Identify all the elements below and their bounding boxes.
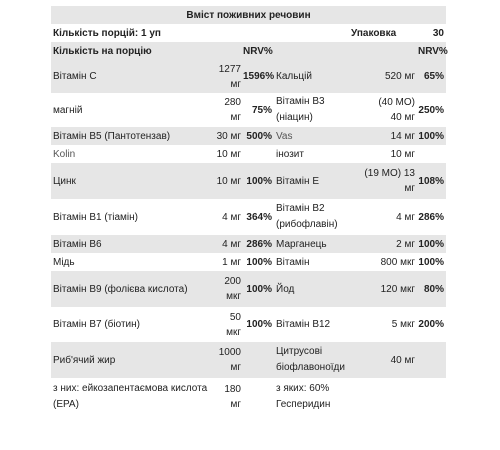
nutrient-name-text: Вітамін B5 (Пантотензав) <box>53 130 171 142</box>
nutrient-name <box>51 71 213 82</box>
nutrient-name-text: Вітамін C <box>53 71 97 82</box>
amount-value: 180 <box>224 383 241 395</box>
nrv-header-left: NRV% <box>243 45 273 57</box>
table-row <box>51 60 446 93</box>
nutrient-nrv-right <box>418 319 446 330</box>
nutrient-nrv-right <box>418 105 446 116</box>
table-row <box>51 145 446 163</box>
amount-right-value: 5 мкг <box>391 319 415 330</box>
amount-right-value: 4 мг <box>396 211 415 223</box>
nutrient-nrv-right <box>418 212 446 223</box>
nrv-header-right: NRV% <box>418 45 448 57</box>
nutrient-name-right <box>274 381 374 413</box>
nutrient-name-right-text: Йод <box>276 283 295 295</box>
amount-unit: мг <box>230 362 241 373</box>
nutrient-nrv-right <box>418 176 446 187</box>
nutrient-name <box>51 212 213 223</box>
nutrient-nrv <box>243 319 274 330</box>
amount-right-value: 14 мг <box>390 130 415 142</box>
nrv-value: 286% <box>246 238 272 250</box>
amount-value: 4 мг <box>222 238 241 250</box>
amount-value: 1 мг <box>222 256 241 268</box>
table-title <box>51 6 446 24</box>
nutrient-name <box>51 105 213 116</box>
package-label: Упаковка <box>351 27 397 39</box>
nrv-right-value: 100% <box>418 256 444 268</box>
nutrient-name-right <box>274 239 374 250</box>
nrv-value: 500% <box>246 130 272 142</box>
amount-unit: мг <box>230 112 241 123</box>
table-row <box>51 199 446 235</box>
nutrient-name-text: Вітамін B1 (тіамін) <box>53 211 138 223</box>
nutrient-nrv <box>243 131 274 142</box>
nrv-right-value: 108% <box>418 175 444 187</box>
table-row <box>51 253 446 271</box>
nutrient-name <box>51 257 213 268</box>
table-row <box>51 93 446 127</box>
nutrient-name <box>51 319 213 330</box>
amount-right-value: 40 мг <box>390 354 415 366</box>
nrv-right-value: 200% <box>418 319 444 330</box>
nutrient-name-right-line1: Вітамін B3 <box>276 96 325 107</box>
nutrient-nrv <box>243 239 274 250</box>
table-row <box>51 378 446 415</box>
amount-value: 30 мг <box>216 130 241 142</box>
nutrient-amount <box>213 239 243 250</box>
nutrient-name-text: Цинк <box>53 175 76 187</box>
nutrient-name-line1: з них: ейкозапентаємова кислота <box>53 382 208 394</box>
amount-value: 280 <box>224 97 241 108</box>
amount-right-value: (40 МО) <box>378 97 415 108</box>
nutrient-amount <box>213 212 243 223</box>
amount-right-unit: мг <box>404 183 415 194</box>
amount-unit: мкг <box>226 291 241 302</box>
nutrient-name-right <box>274 94 374 126</box>
table-row <box>51 342 446 378</box>
nutrient-amount-right <box>374 239 418 250</box>
nutrient-nrv <box>243 257 274 268</box>
nutrition-table <box>51 6 446 415</box>
table-title-text: Вміст поживних речовин <box>186 9 311 21</box>
nutrient-name-right-text: Марганець <box>276 238 327 250</box>
nutrient-nrv-right <box>418 131 446 142</box>
nutrient-name-text: Риб'ячий жир <box>53 354 116 366</box>
nutrient-name-right <box>274 319 374 330</box>
nutrient-name-text: Kolin <box>53 148 76 160</box>
nutrient-amount-right <box>374 355 418 366</box>
nutrient-nrv-right <box>418 284 446 295</box>
package-value: 30 <box>432 27 444 39</box>
nutrient-rows <box>51 60 446 415</box>
nutrient-amount-right <box>374 284 418 295</box>
nutrient-name-right-text: Вітамін E <box>276 175 319 187</box>
amount-right-value: 2 мг <box>396 238 415 250</box>
nutrient-amount-right <box>374 212 418 223</box>
table-row <box>51 307 446 342</box>
nutrient-name-right <box>274 131 374 142</box>
nutrient-name <box>51 239 213 250</box>
table-row <box>51 127 446 145</box>
nutrient-name <box>51 355 213 366</box>
table-row <box>51 271 446 307</box>
nutrient-name-text: Вітамін B6 <box>53 238 102 250</box>
nutrient-amount-right <box>374 149 418 160</box>
nutrient-name-right-line2: (ніацин) <box>276 112 313 123</box>
nutrient-name <box>51 284 213 295</box>
nutrient-nrv-right <box>418 239 446 250</box>
nutrient-name-right-text: Вітамін <box>276 256 310 268</box>
nutrient-name-right <box>274 176 374 187</box>
nutrient-name-right-text: Кальцій <box>276 71 312 82</box>
nutrient-name-text: Вітамін B9 (фолієва кислота) <box>53 283 188 295</box>
nutrient-name-right-line1: з яких: 60% <box>276 382 330 394</box>
nutrient-amount-right <box>374 257 418 268</box>
nutrient-amount <box>213 383 243 411</box>
nutrient-name-line2: (EPA) <box>53 398 79 410</box>
nrv-value: 100% <box>246 256 272 268</box>
amount-right-value: 10 мг <box>390 148 415 160</box>
nrv-right-value: 100% <box>418 238 444 250</box>
amount-right-value: 120 мкг <box>380 283 415 295</box>
servings-row <box>51 24 446 42</box>
nutrient-amount-right <box>374 96 418 124</box>
nutrient-name-right-text: Вітамін B12 <box>276 319 331 330</box>
nutrient-name-right <box>274 71 374 82</box>
nutrient-nrv <box>243 212 274 223</box>
nutrient-amount <box>213 346 243 374</box>
nutrient-nrv <box>243 284 274 295</box>
amount-value: 10 мг <box>216 175 241 187</box>
nutrient-name-right-line2: (рибофлавін) <box>276 219 338 230</box>
amount-value: 50 <box>229 311 241 323</box>
amount-value: 200 <box>224 276 241 287</box>
nrv-right-value: 250% <box>418 104 444 116</box>
nrv-right-value: 100% <box>418 130 444 142</box>
nutrient-amount <box>213 131 243 142</box>
nrv-right-value: 80% <box>423 283 444 295</box>
nutrient-amount <box>213 149 243 160</box>
nutrient-amount <box>213 275 243 303</box>
per-serving-label: Кількість на порцію <box>53 45 152 57</box>
nutrient-nrv <box>243 105 274 116</box>
amount-right-value: 520 мг <box>385 71 415 82</box>
nutrient-name-text: магній <box>53 104 83 116</box>
nutrient-name-right-line1: Цитрусові <box>276 346 323 357</box>
amount-value: 4 мг <box>222 211 241 223</box>
nrv-right-value: 65% <box>423 71 444 82</box>
nutrient-amount <box>213 257 243 268</box>
amount-unit: мкг <box>226 326 241 338</box>
amount-value: 1000 <box>218 347 241 358</box>
nutrient-nrv-right <box>418 257 446 268</box>
nutrient-name-text: Мідь <box>53 256 75 268</box>
nutrient-nrv-right <box>418 71 446 82</box>
nrv-value: 100% <box>246 283 272 295</box>
nutrient-amount <box>213 96 243 124</box>
column-header-row <box>51 42 446 60</box>
nutrient-nrv <box>243 176 274 187</box>
nutrient-amount <box>213 176 243 187</box>
amount-right-unit: 40 мг <box>390 112 415 123</box>
nutrient-name-right-text: Vas <box>276 130 293 142</box>
nutrient-name <box>51 149 213 160</box>
nutrient-amount-right <box>364 167 418 195</box>
nutrient-amount <box>213 311 243 339</box>
table-row <box>51 235 446 253</box>
nutrient-nrv <box>243 71 274 82</box>
servings-label: Кількість порцій: 1 уп <box>53 27 161 39</box>
nutrient-name-right <box>274 257 374 268</box>
nutrient-amount-right <box>374 131 418 142</box>
nutrient-name-right <box>274 149 374 160</box>
nutrient-amount-right <box>374 71 418 82</box>
nutrient-name <box>51 176 213 187</box>
nutrient-name-text: Вітамін B7 (біотин) <box>53 319 140 330</box>
nutrient-name-right-text: інозит <box>276 148 304 160</box>
nutrient-name-right-line2: біофлавоноїди <box>276 362 345 373</box>
nutrient-amount-right <box>374 319 418 330</box>
nutrient-name-right-line1: Вітамін B2 <box>276 203 325 214</box>
nutrient-name-right-line2: Гесперидин <box>276 398 331 410</box>
nutrient-name-right <box>274 284 374 295</box>
nutrient-amount <box>213 63 243 91</box>
nrv-value: 1596% <box>243 71 275 82</box>
nutrient-name <box>51 131 213 142</box>
amount-right-value: (19 МО) 13 <box>364 168 415 179</box>
nrv-value: 100% <box>246 175 272 187</box>
amount-unit: мг <box>230 78 241 90</box>
nrv-right-value: 286% <box>418 211 444 223</box>
amount-unit: мг <box>230 398 241 410</box>
amount-value: 1277 <box>218 63 241 75</box>
nrv-value: 364% <box>246 211 272 223</box>
nutrient-name <box>51 381 213 413</box>
nrv-value: 75% <box>251 104 272 116</box>
nutrient-name-right <box>274 344 374 376</box>
amount-value: 10 мг <box>216 148 241 160</box>
nrv-value: 100% <box>246 319 272 330</box>
table-row <box>51 163 446 199</box>
nutrient-name-right <box>274 201 374 233</box>
amount-right-value: 800 мкг <box>380 256 415 268</box>
